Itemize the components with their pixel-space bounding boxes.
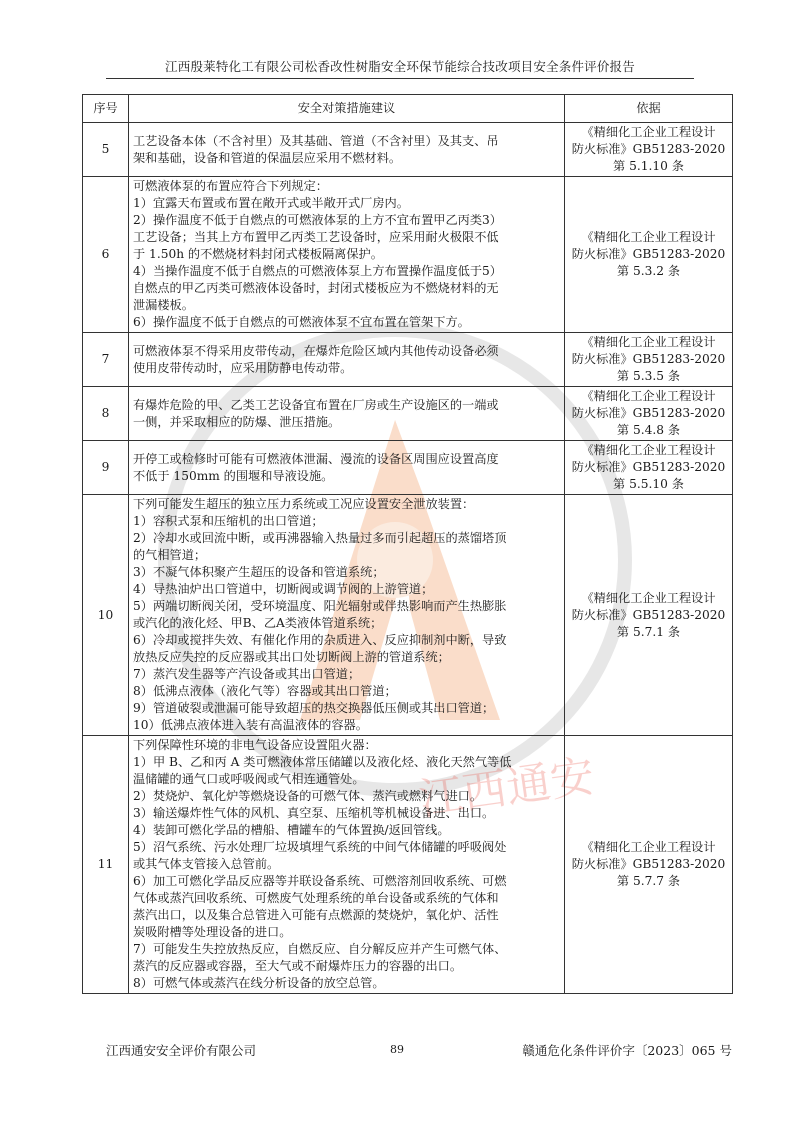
row-measure [129, 333, 565, 387]
basis-line: 第 5.1.10 条 [613, 159, 684, 173]
row-basis [565, 177, 733, 333]
basis-line: 第 5.7.1 条 [616, 624, 681, 639]
basis-line: 《精细化工企业工程设计 [581, 125, 716, 139]
basis-line: 第 5.5.10 条 [613, 477, 684, 491]
measure-line: 炭吸附槽等处理设备的进口。 [133, 925, 292, 939]
measure-line: 3）不凝气体积聚产生超压的设备和管道系统； [133, 565, 385, 579]
measure-line: 放热反应失控的反应器或其出口处切断阀上游的管道系统； [133, 650, 450, 664]
basis-line: 防火标准》GB51283-2020 [571, 247, 726, 261]
measure-line: 6）加工可燃化学品反应器等并联设备系统、可燃溶剂回收系统、可燃 [133, 874, 507, 888]
measure-line: 有爆炸危险的甲、乙类工艺设备宜布置在厂房或生产设施区的一端或 [133, 397, 499, 412]
measure-line: 下列保障性环境的非电气设备应设置阻火器： [133, 738, 377, 752]
measure-line: 10）低沸点液体进入装有高温液体的容器。 [133, 718, 368, 732]
measure-line: 8）低沸点液体（液化气等）容器或其出口管道； [133, 684, 397, 698]
table-row [83, 387, 733, 441]
column-header-measures: 安全对策措施建议 [129, 95, 565, 123]
measure-line: 2）焚烧炉、氧化炉等燃烧设备的可燃气体、蒸汽或燃料气进口。 [133, 789, 483, 803]
measure-line: 1）宜露天布置或布置在敞开式或半敞开式厂房内。 [133, 196, 409, 210]
row-measure [129, 441, 565, 495]
measure-line: 可燃液体泵不得采用皮带传动，在爆炸危险区域内其他传动设备必须 [133, 343, 499, 358]
table-row [83, 333, 733, 387]
row-measure [129, 495, 565, 736]
row-basis [565, 495, 733, 736]
basis-line: 第 5.4.8 条 [616, 423, 681, 437]
measure-line: 温储罐的通气口或呼吸阀或气相连通管处。 [133, 772, 365, 786]
measure-line: 使用皮带传动时，应采用防静电传动带。 [133, 360, 353, 375]
measure-line: 不低于 150mm 的围堰和导液设施。 [133, 468, 334, 483]
row-number: 8 [83, 387, 129, 441]
basis-line: 防火标准》GB51283-2020 [571, 406, 726, 420]
basis-line: 《精细化工企业工程设计 [581, 840, 716, 854]
measure-line: 架和基础，设备和管道的保温层应采用不燃材料。 [133, 150, 402, 165]
column-header-no: 序号 [83, 95, 129, 123]
measure-line: 4）当操作温度不低于自燃点的可燃液体泵上方布置操作温度低于5） [133, 264, 502, 278]
table-row [83, 495, 733, 736]
header-rule [106, 78, 694, 79]
measure-line: 气体或蒸汽回收系统、可燃废气处理系统的单台设备或系统的气体和 [133, 891, 499, 905]
measure-line: 2）操作温度不低于自燃点的可燃液体泵的上方不宜布置甲乙丙类3） [133, 213, 502, 227]
measure-line: 工艺设备本体（不含衬里）及其基础、管道（不含衬里）及其支、吊 [133, 133, 499, 148]
basis-line: 《精细化工企业工程设计 [581, 389, 716, 403]
measure-line: 1）容积式泵和压缩机的出口管道； [133, 514, 324, 528]
report-header-title: 江西殷莱特化工有限公司松香改性树脂安全环保节能综合技改项目安全条件评价报告 [165, 59, 635, 74]
basis-line: 防火标准》GB51283-2020 [571, 857, 726, 871]
table-row [83, 123, 733, 177]
basis-line: 防火标准》GB51283-2020 [571, 142, 726, 156]
row-number: 6 [83, 177, 129, 333]
table-row [83, 441, 733, 495]
basis-line: 《精细化工企业工程设计 [581, 230, 716, 244]
row-basis [565, 736, 733, 994]
table-header-row [83, 95, 733, 123]
row-number: 5 [83, 123, 129, 177]
measure-line: 泄漏楼板。 [133, 298, 194, 312]
safety-measures-table [82, 94, 733, 994]
measure-line: 蒸汽出口，以及集合总管进入可能有点燃源的焚烧炉，氧化炉、活性 [133, 908, 499, 922]
measure-line: 于 1.50h 的不燃烧材料封闭式楼板隔离保护。 [133, 247, 383, 261]
measure-line: 6）操作温度不低于自燃点的可燃液体泵不宜布置在管架下方。 [133, 315, 470, 329]
row-number: 7 [83, 333, 129, 387]
row-number: 9 [83, 441, 129, 495]
basis-line: 《精细化工企业工程设计 [581, 590, 716, 605]
row-basis [565, 333, 733, 387]
measure-line: 的气相管道； [133, 548, 207, 562]
measure-line: 下列可能发生超压的独立压力系统或工况应设置安全泄放装置： [133, 497, 475, 511]
measure-line: 3）输送爆炸性气体的风机、真空泵、压缩机等机械设备进、出口。 [133, 806, 495, 820]
basis-line: 防火标准》GB51283-2020 [571, 460, 726, 474]
measure-line: 可燃液体泵的布置应符合下列规定： [133, 179, 328, 193]
measure-line: 自燃点的甲乙丙类可燃液体设备时，封闭式楼板应为不燃烧材料的无 [133, 281, 499, 295]
basis-line: 《精细化工企业工程设计 [581, 443, 716, 457]
watermark-center-text: 江西通安 [416, 751, 598, 825]
measure-line: 9）管道破裂或泄漏可能导致超压的热交换器低压侧或其出口管道； [133, 701, 495, 715]
measure-line: 或汽化的液化烃、甲B、乙A类液体管道系统； [133, 616, 383, 630]
measure-line: 7）可能发生失控放热反应，自燃反应、自分解反应并产生可燃气体、 [133, 942, 507, 956]
row-basis [565, 387, 733, 441]
row-measure [129, 123, 565, 177]
basis-line: 防火标准》GB51283-2020 [571, 607, 726, 622]
column-header-basis: 依据 [565, 95, 733, 123]
measure-line: 7）蒸汽发生器等产汽设备或其出口管道； [133, 667, 361, 681]
measure-line: 8）可燃气体或蒸汽在线分析设备的放空总管。 [133, 976, 385, 990]
row-number: 10 [83, 495, 129, 736]
measure-line: 2）冷却水或回流中断，或再沸器输入热量过多而引起超压的蒸馏塔顶 [133, 531, 507, 545]
basis-line: 第 5.3.2 条 [616, 264, 681, 278]
footer-company: 江西通安安全评价有限公司 [106, 1043, 257, 1058]
measure-line: 6）冷却或搅拌失效、有催化作用的杂质进入、反应抑制剂中断，导致 [133, 633, 507, 647]
table-row [83, 177, 733, 333]
row-measure [129, 177, 565, 333]
row-basis [565, 441, 733, 495]
measure-line: 4）装卸可燃化学品的槽船、槽罐车的气体置换/返回管线。 [133, 823, 450, 837]
measure-line: 一侧，并采取相应的防爆、泄压措施。 [133, 414, 341, 429]
footer-document-number: 赣通危化条件评价字〔2023〕065 号 [522, 1043, 732, 1058]
measure-line: 开停工或检修时可能有可燃液体泄漏、漫流的设备区周围应设置高度 [133, 451, 499, 466]
table-row [83, 736, 733, 994]
row-measure [129, 387, 565, 441]
row-measure [129, 736, 565, 994]
measure-line: 蒸汽的反应器或容器，至大气或不耐爆炸压力的容器的出口。 [133, 959, 463, 973]
row-number: 11 [83, 736, 129, 994]
measure-line: 1）甲 B、乙和丙 A 类可燃液体常压储罐以及液化烃、液化天然气等低 [133, 755, 512, 769]
measure-line: 5）沼气系统、污水处理厂垃圾填埋气系统的中间气体储罐的呼吸阀处 [133, 840, 507, 854]
row-basis [565, 123, 733, 177]
measure-line: 工艺设备；当其上方布置甲乙丙类工艺设备时，应采用耐火极限不低 [133, 230, 499, 244]
measure-line: 或其气体支管接入总管前。 [133, 857, 280, 871]
measure-line: 4）导热油炉出口管道中，切断阀或调节阀的上游管道； [133, 582, 434, 596]
basis-line: 《精细化工企业工程设计 [581, 335, 716, 349]
basis-line: 第 5.3.5 条 [616, 369, 681, 383]
basis-line: 防火标准》GB51283-2020 [571, 352, 726, 366]
measure-line: 5）两端切断阀关闭，受环境温度、阳光辐射或伴热影响而产生热膨胀 [133, 599, 507, 613]
footer-page-number: 89 [390, 1043, 404, 1056]
basis-line: 第 5.7.7 条 [616, 874, 681, 888]
